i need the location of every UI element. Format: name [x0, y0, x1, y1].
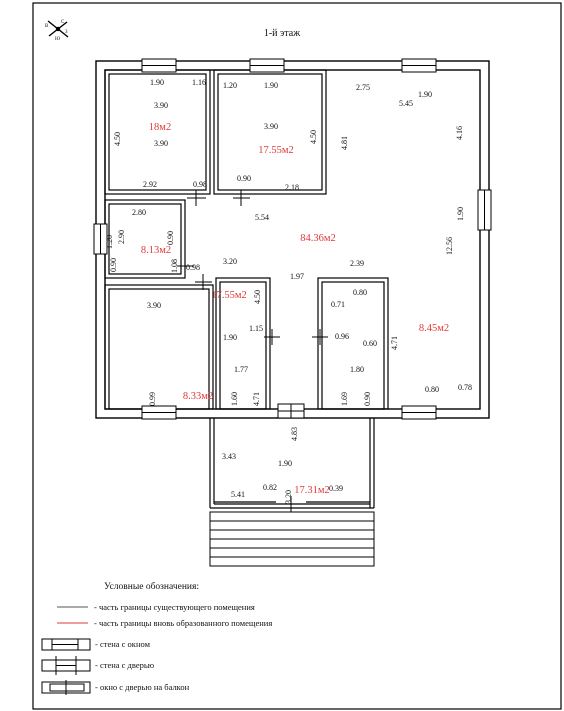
- dimension-label: 3.90: [264, 122, 278, 131]
- legend-balcony-door-swatch: [42, 680, 90, 695]
- dimension-label: 4.81: [340, 136, 349, 150]
- interior-walls: [105, 70, 388, 409]
- dimension-label: 1.90: [150, 78, 164, 87]
- dimension-label: 0.80: [353, 288, 367, 297]
- room-area-label: 84.36м2: [300, 233, 336, 244]
- dimension-label: 2.39: [350, 259, 364, 268]
- dimension-label: 1.20: [223, 81, 237, 90]
- entrance-stairs: [210, 512, 374, 566]
- room-area-label: 8.45м2: [418, 323, 450, 334]
- window-marks: [94, 59, 491, 419]
- dimension-label: 0.82: [263, 483, 277, 492]
- outer-walls: [96, 61, 489, 418]
- dimension-label: 0.90: [363, 392, 372, 406]
- dimension-label: 2.18: [285, 183, 299, 192]
- dimension-label: 1.15: [249, 324, 263, 333]
- dimension-label: 3.90: [154, 101, 168, 110]
- dimension-label: 2.90: [117, 230, 126, 244]
- dimension-label: 4.16: [455, 126, 464, 140]
- dimension-label: 0.90: [109, 258, 118, 272]
- dimension-label: 5.41: [231, 490, 245, 499]
- dimension-label: 2.92: [143, 180, 157, 189]
- dimension-label: 1.80: [350, 365, 364, 374]
- dimension-label: 1.90: [264, 81, 278, 90]
- dimension-label: 0.71: [331, 300, 345, 309]
- dimension-label: 0.60: [363, 339, 377, 348]
- dimension-label: 3.90: [147, 301, 161, 310]
- dimension-label: 1.77: [234, 365, 248, 374]
- room-area-label: 18м2: [148, 122, 172, 133]
- dimension-label: 1.60: [230, 392, 239, 406]
- dimension-label: 1.16: [192, 78, 206, 87]
- dimension-label: 0.96: [335, 332, 349, 341]
- svg-text:Ю: Ю: [55, 37, 61, 42]
- dimension-label: 0.98: [193, 180, 207, 189]
- legend-title: Условные обозначения:: [104, 582, 200, 592]
- svg-text:З: З: [65, 30, 68, 35]
- legend-balcony-door-label: - окно с дверью на балкон: [95, 682, 190, 692]
- legend-door-wall-swatch: [42, 656, 90, 675]
- legend-existing-boundary-label: - часть границы существующего помещения: [94, 602, 255, 612]
- dimension-and-area-labels: [105, 78, 472, 504]
- dimension-label: 4.50: [113, 132, 122, 146]
- dimension-label: 12.56: [445, 237, 454, 255]
- dimension-label: 1.90: [278, 459, 292, 468]
- svg-text:С: С: [61, 20, 65, 25]
- svg-text:В: В: [45, 24, 49, 29]
- legend: [42, 581, 272, 695]
- dimension-label: 3.43: [222, 452, 236, 461]
- compass-icon: [45, 20, 68, 42]
- dimension-label: 4.83: [290, 427, 299, 441]
- dimension-label: 1.20: [105, 235, 114, 249]
- dimension-label: 0.90: [237, 174, 251, 183]
- dimension-label: 5.54: [255, 213, 269, 222]
- legend-new-boundary-label: - часть границы вновь образованного помещения: [94, 618, 273, 628]
- dimension-label: 1.69: [340, 392, 349, 406]
- room-area-label: 17.55м2: [258, 145, 294, 156]
- dimension-label: 2.80: [132, 208, 146, 217]
- room-area-label: 17.55м2: [211, 290, 247, 301]
- dimension-label: 4.50: [309, 130, 318, 144]
- dimension-label: 1.90: [418, 90, 432, 99]
- dimension-label: 0.78: [458, 383, 472, 392]
- legend-window-wall-swatch: [42, 639, 90, 650]
- legend-window-wall-label: - стена с окном: [95, 639, 150, 649]
- dimension-label: 4.71: [252, 392, 261, 406]
- legend-door-wall-label: - стена с дверью: [95, 660, 155, 670]
- dimension-label: 1.90: [456, 207, 465, 221]
- dimension-label: 1.90: [223, 333, 237, 342]
- dimension-label: 4.71: [390, 336, 399, 350]
- dimension-label: 0.80: [425, 385, 439, 394]
- dimension-label: 4.50: [253, 290, 262, 304]
- dimension-label: 0.90: [166, 231, 175, 245]
- dimension-label: 2.75: [356, 83, 370, 92]
- room-area-label: 8.13м2: [140, 245, 172, 256]
- dimension-label: 1.08: [170, 259, 179, 273]
- dimension-label: 1.97: [290, 272, 304, 281]
- room-area-label: 8.33м2: [182, 391, 214, 402]
- dimension-label: 5.45: [399, 99, 413, 108]
- dimension-label: 0.39: [329, 484, 343, 493]
- room-area-label: 17.31м2: [294, 485, 330, 496]
- dimension-label: 3.90: [154, 139, 168, 148]
- dimension-label: 0.99: [148, 392, 157, 406]
- dimension-label: 3.20: [284, 490, 293, 504]
- dimension-label: 3.20: [223, 257, 237, 266]
- dimension-label: 0.98: [186, 263, 200, 272]
- floor-title: 1-й этаж: [263, 28, 301, 39]
